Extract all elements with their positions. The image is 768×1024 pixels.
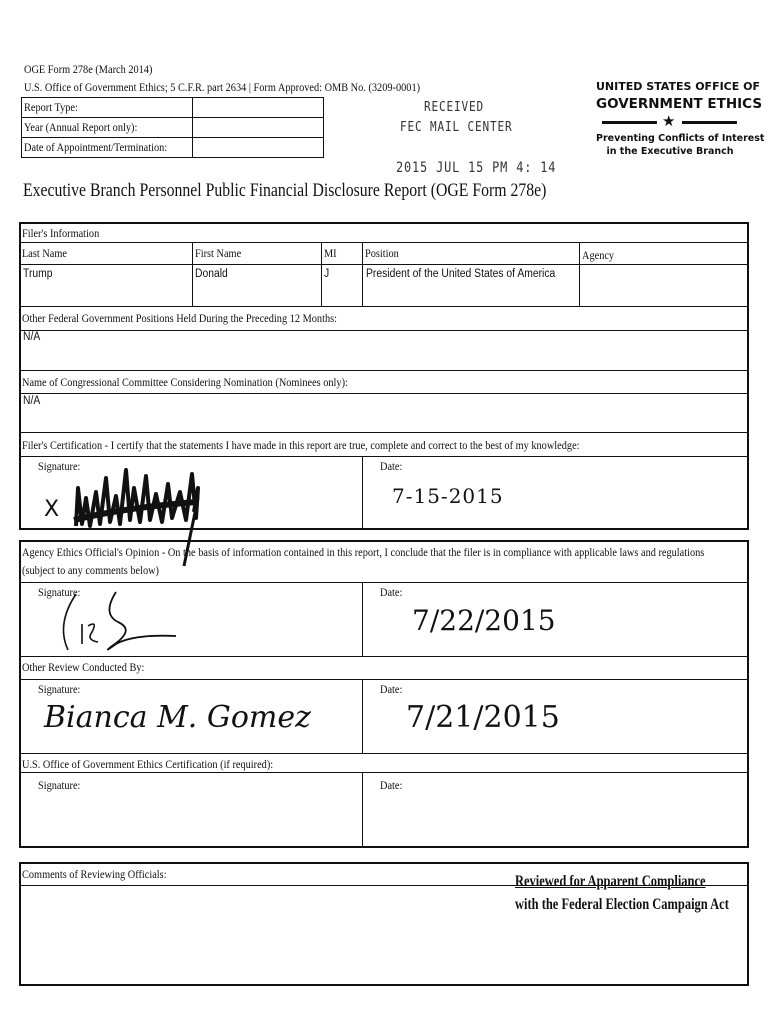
last-name-label: Last Name: [22, 246, 67, 260]
committee-value: N/A: [23, 395, 41, 407]
oge-star-rule: [596, 112, 744, 130]
other-review-date-label: Date:: [380, 682, 403, 696]
ethics-date-value: 7/22/2015: [412, 604, 556, 637]
page-title: Executive Branch Personnel Public Financial Disclosure Report (OGE Form 278e): [23, 180, 547, 201]
other-review-label: Other Review Conducted By:: [22, 660, 145, 674]
oge-signature-label: Signature:: [38, 778, 81, 792]
ethics-opinion-label: Agency Ethics Official's Opinion - On the basis of information contained in this report, I conclude that the filer is in compliance with applicable laws and regulations: [22, 545, 705, 559]
oge-tagline1: Preventing Conflicts of Interest: [596, 133, 765, 144]
filer-date-value: 7-15-2015: [392, 484, 504, 508]
oge-date-label: Date:: [380, 778, 403, 792]
report-type-label: Report Type:: [24, 100, 78, 114]
form-number: OGE Form 278e (March 2014): [24, 62, 153, 76]
oge-tagline2: in the Executive Branch: [606, 146, 734, 157]
filer-date-label: Date:: [380, 459, 403, 473]
other-positions-value: N/A: [23, 331, 41, 343]
compliance-stamp-line1: Reviewed for Apparent Compliance: [515, 873, 706, 890]
received-stamp-date: 2015 JUL 15 PM 4: 14: [396, 160, 557, 176]
filer-info-label: Filer's Information: [22, 226, 100, 240]
last-name-value: Trump: [23, 268, 53, 280]
other-review-signature: Bianca M. Gomez: [44, 700, 311, 735]
ethics-opinion-label-2: (subject to any comments below): [22, 563, 159, 577]
certification-label: Filer's Certification - I certify that the statements I have made in this report are true, complete and correct to the best of my knowledge:: [22, 438, 580, 452]
received-stamp-line1: RECEIVED: [424, 100, 485, 115]
received-stamp-line2: FEC MAIL CENTER: [400, 120, 513, 135]
ethics-signature-label: Signature:: [38, 585, 81, 599]
first-name-value: Donald: [195, 268, 228, 280]
other-positions-label: Other Federal Government Positions Held During the Preceding 12 Months:: [22, 311, 338, 325]
date-appointment-label: Date of Appointment/Termination:: [24, 140, 168, 154]
star-icon: ★: [662, 112, 676, 130]
agency-label: Agency: [582, 248, 615, 262]
year-label: Year (Annual Report only):: [24, 120, 138, 134]
oge-logo-line2: GOVERNMENT ETHICS: [596, 96, 763, 112]
first-name-label: First Name: [195, 246, 242, 260]
compliance-stamp-line2: with the Federal Election Campaign Act: [515, 896, 729, 913]
oge-certification-label: U.S. Office of Government Ethics Certification (if required):: [22, 757, 274, 771]
authority-line: U.S. Office of Government Ethics; 5 C.F.R. part 2634 | Form Approved: OMB No. (3209-0001): [24, 80, 421, 94]
filer-signature-label: Signature:: [38, 459, 81, 473]
committee-label: Name of Congressional Committee Considering Nomination (Nominees only):: [22, 375, 348, 389]
ethics-date-label: Date:: [380, 585, 403, 599]
comments-label: Comments of Reviewing Officials:: [22, 867, 167, 881]
other-review-signature-label: Signature:: [38, 682, 81, 696]
other-review-date-value: 7/21/2015: [406, 700, 560, 735]
ethics-signature: [46, 584, 186, 658]
mi-value: J: [324, 268, 330, 280]
oge-logo: [596, 80, 765, 157]
mi-label: MI: [324, 246, 337, 260]
oge-logo-line1: UNITED STATES OFFICE OF: [596, 80, 760, 93]
position-value: President of the United States of America: [366, 268, 556, 280]
position-label: Position: [365, 246, 399, 260]
signature-x-mark: X: [44, 497, 60, 522]
